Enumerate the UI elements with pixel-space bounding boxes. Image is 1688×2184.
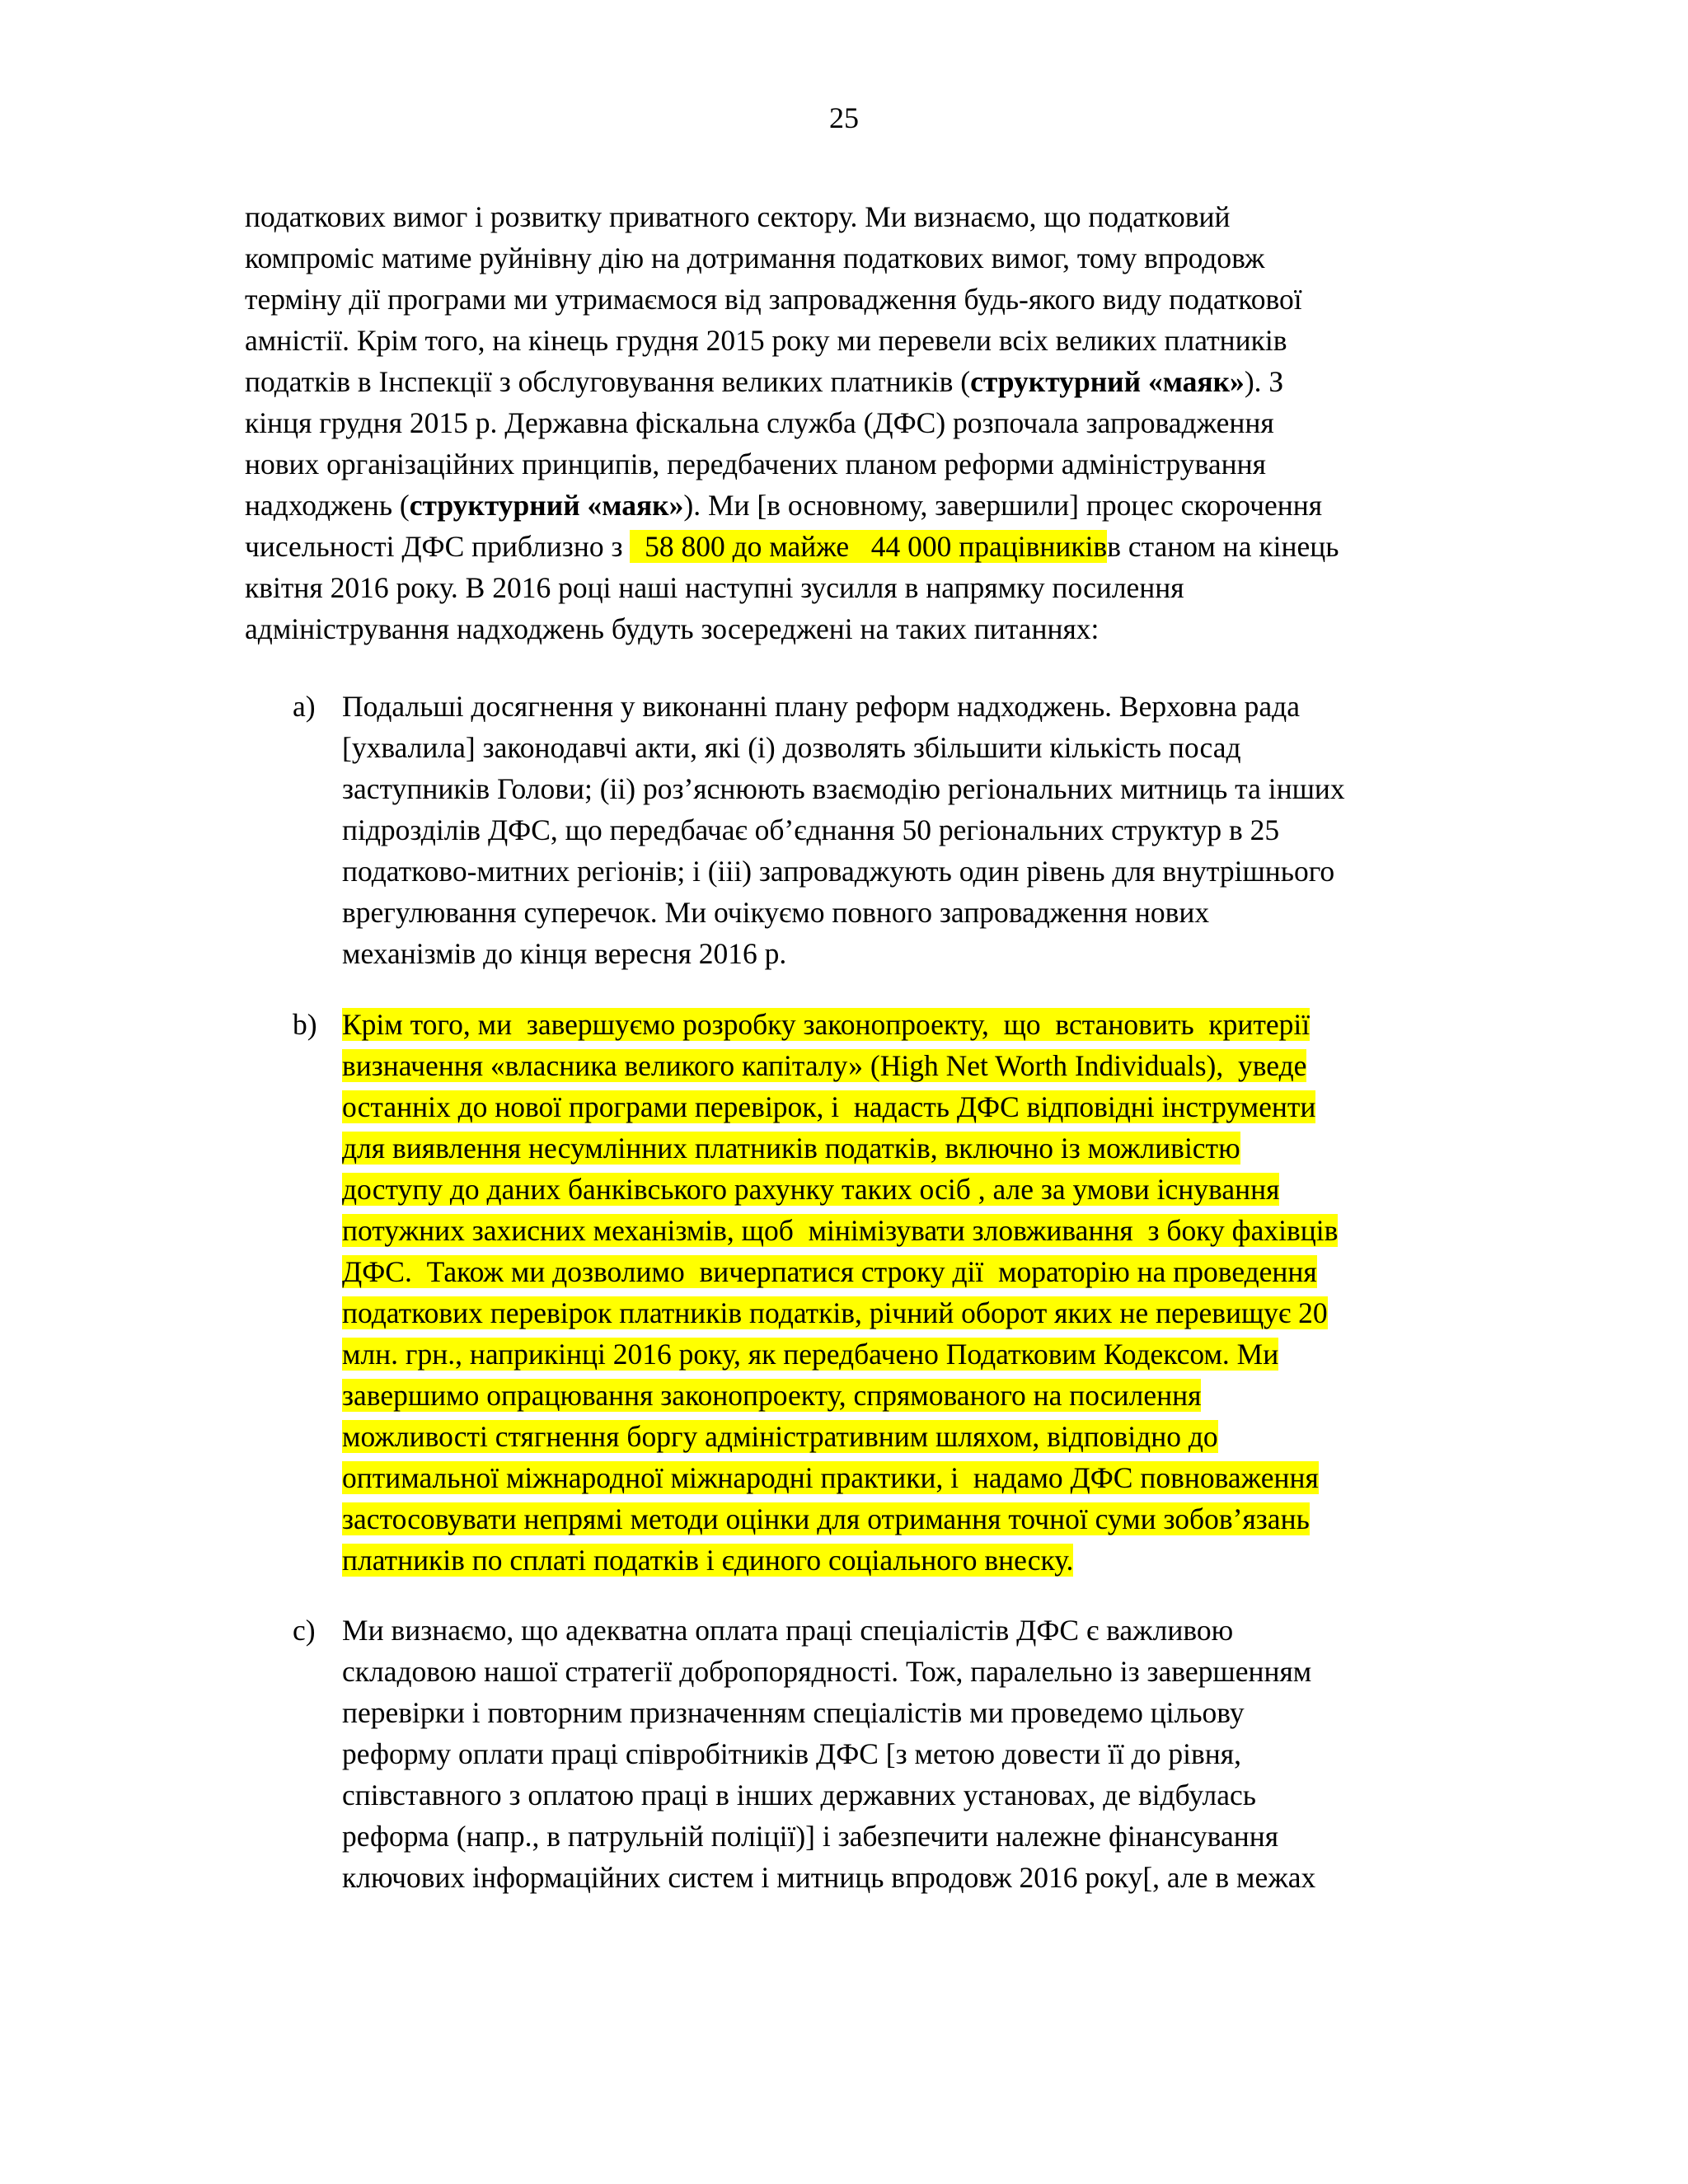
highlighted-text: потужних захисних механізмів, щоб мінімізувати зловживання з боку фахівців <box>342 1214 1339 1247</box>
text-line <box>245 526 1498 567</box>
text-line <box>342 1375 1529 1416</box>
text-segment: надходжень ( <box>245 489 410 522</box>
text-line: адміністрування надходжень будуть зосереджені на таких питаннях: <box>245 612 1100 645</box>
text-line: реформу оплати праці співробітників ДФС [з метою довести її до рівня, <box>342 1737 1241 1770</box>
text-line <box>342 1292 1529 1333</box>
highlighted-text: визначення «власника великого капіталу» (High Net Worth Individuals), уведе <box>342 1049 1307 1082</box>
text-line: амністії. Крім того, на кінець грудня 2015 року ми перевели всіх великих платників <box>245 324 1287 357</box>
highlighted-text: податкових перевірок платників податків, річний оборот яких не перевищує 20 <box>342 1296 1328 1329</box>
text-line: квітня 2016 року. В 2016 році наші наступні зусилля в напрямку посилення <box>245 571 1184 604</box>
highlighted-text: можливості стягнення боргу адміністративним шляхом, відповідно до <box>342 1420 1218 1453</box>
text-line: перевірки і повторним призначенням спеціалістів ми проведемо цільову <box>342 1696 1245 1729</box>
highlighted-text: оптимальної міжнародної міжнародні практики, і надамо ДФС повноваження <box>342 1461 1319 1494</box>
text-line <box>245 485 1498 526</box>
text-segment: ). З <box>1244 365 1284 398</box>
page-number: 25 <box>829 101 859 134</box>
structural-beacon-label: структурний «маяк» <box>409 489 684 522</box>
text-line: Подальші досягнення у виконанні плану реформ надходжень. Верховна рада <box>342 690 1300 723</box>
text-segment: податків в Інспекції з обслуговування великих платників ( <box>245 365 971 398</box>
list-marker: b) <box>293 1008 317 1041</box>
text-line: реформа (напр., в патрульній поліції)] і забезпечити належне фінансування <box>342 1820 1279 1853</box>
text-line <box>342 1169 1529 1210</box>
text-line: врегулювання суперечок. Ми очікуємо повного запровадження нових <box>342 896 1210 929</box>
text-line: співставного з оплатою праці в інших державних установах, де відбулась <box>342 1779 1256 1811</box>
list-marker: c) <box>293 1614 316 1647</box>
text-line: податково-митних регіонів; і (iii) запроваджують один рівень для внутрішнього <box>342 855 1335 888</box>
text-line: заступників Голови; (ii) роз’яснюють взаємодію регіональних митниць та інших <box>342 772 1345 805</box>
text-line: ключових інформаційних систем і митниць впродовж 2016 року[, але в межах <box>342 1861 1316 1894</box>
text-line: [ухвалила] законодавчі акти, які (i) дозволять збільшити кількість посад <box>342 731 1241 764</box>
text-line <box>342 1251 1529 1292</box>
text-line <box>342 1045 1529 1086</box>
text-line: підрозділів ДФС, що передбачає об’єднання 50 регіональних структур в 25 <box>342 813 1280 846</box>
highlighted-text: останніх до нової програми перевірок, і надасть ДФС відповідні інструменти <box>342 1090 1316 1123</box>
highlighted-text: млн. грн., наприкінці 2016 року, як передбачено Податковим Кодексом. Ми <box>342 1338 1279 1371</box>
highlighted-text: завершимо опрацювання законопроекту, спрямованого на посилення <box>342 1379 1202 1412</box>
highlighted-text: застосовувати непрямі методи оцінки для отримання точної суми зобов’язань <box>342 1502 1310 1535</box>
highlighted-text: для виявлення несумлінних платників податків, включно із можливістю <box>342 1132 1240 1165</box>
highlighted-text: ДФС. Також ми дозволимо вичерпатися строку дії мораторію на проведення <box>342 1255 1317 1288</box>
text-line: нових організаційних принципів, передбачених планом реформи адміністрування <box>245 448 1266 480</box>
text-segment: в станом на кінець <box>1107 530 1339 563</box>
text-line: компроміс матиме руйнівну дію на дотримання податкових вимог, тому впродовж <box>245 241 1265 274</box>
list-marker: a) <box>293 690 316 723</box>
highlighted-staff-figures: 58 800 до майже 44 000 працівників <box>630 530 1108 563</box>
intro-paragraph <box>245 196 1498 649</box>
text-line: терміну дії програми ми утримаємося від запровадження будь-якого виду податкової <box>245 283 1302 316</box>
text-line: Ми визнаємо, що адекватна оплата праці спеціалістів ДФС є важливою <box>342 1614 1234 1647</box>
text-line <box>342 1416 1529 1457</box>
text-line: складовою нашої стратегії добропорядності. Тож, паралельно із завершенням <box>342 1655 1312 1688</box>
highlighted-text: Крім того, ми завершуємо розробку законопроекту, що встановить критерії <box>342 1008 1311 1041</box>
text-line <box>342 1457 1529 1498</box>
list-item-body <box>342 686 1529 974</box>
text-line <box>342 1540 1529 1581</box>
text-line <box>342 1004 1529 1045</box>
text-line: кінця грудня 2015 р. Державна фіскальна служба (ДФС) розпочала запровадження <box>245 406 1274 439</box>
list-item-body <box>342 1004 1529 1581</box>
text-segment: ). Ми [в основному, завершили] процес скорочення <box>683 489 1323 522</box>
text-line <box>245 361 1498 402</box>
list-item-body <box>342 1610 1529 1898</box>
highlighted-text: платників по сплаті податків і єдиного соціального внеску. <box>342 1544 1074 1577</box>
text-line <box>342 1127 1529 1169</box>
text-segment: чисельності ДФС приблизно з <box>245 530 631 563</box>
text-line: механізмів до кінця вересня 2016 р. <box>342 937 787 970</box>
text-line: податкових вимог і розвитку приватного сектору. Ми визнаємо, що податковий <box>245 200 1231 233</box>
structural-beacon-label: структурний «маяк» <box>970 365 1245 398</box>
text-line <box>342 1498 1529 1540</box>
text-line <box>342 1086 1529 1127</box>
text-line <box>342 1333 1529 1375</box>
highlighted-text: доступу до даних банківського рахунку таких осіб , але за умови існування <box>342 1173 1280 1206</box>
text-line <box>342 1210 1529 1251</box>
